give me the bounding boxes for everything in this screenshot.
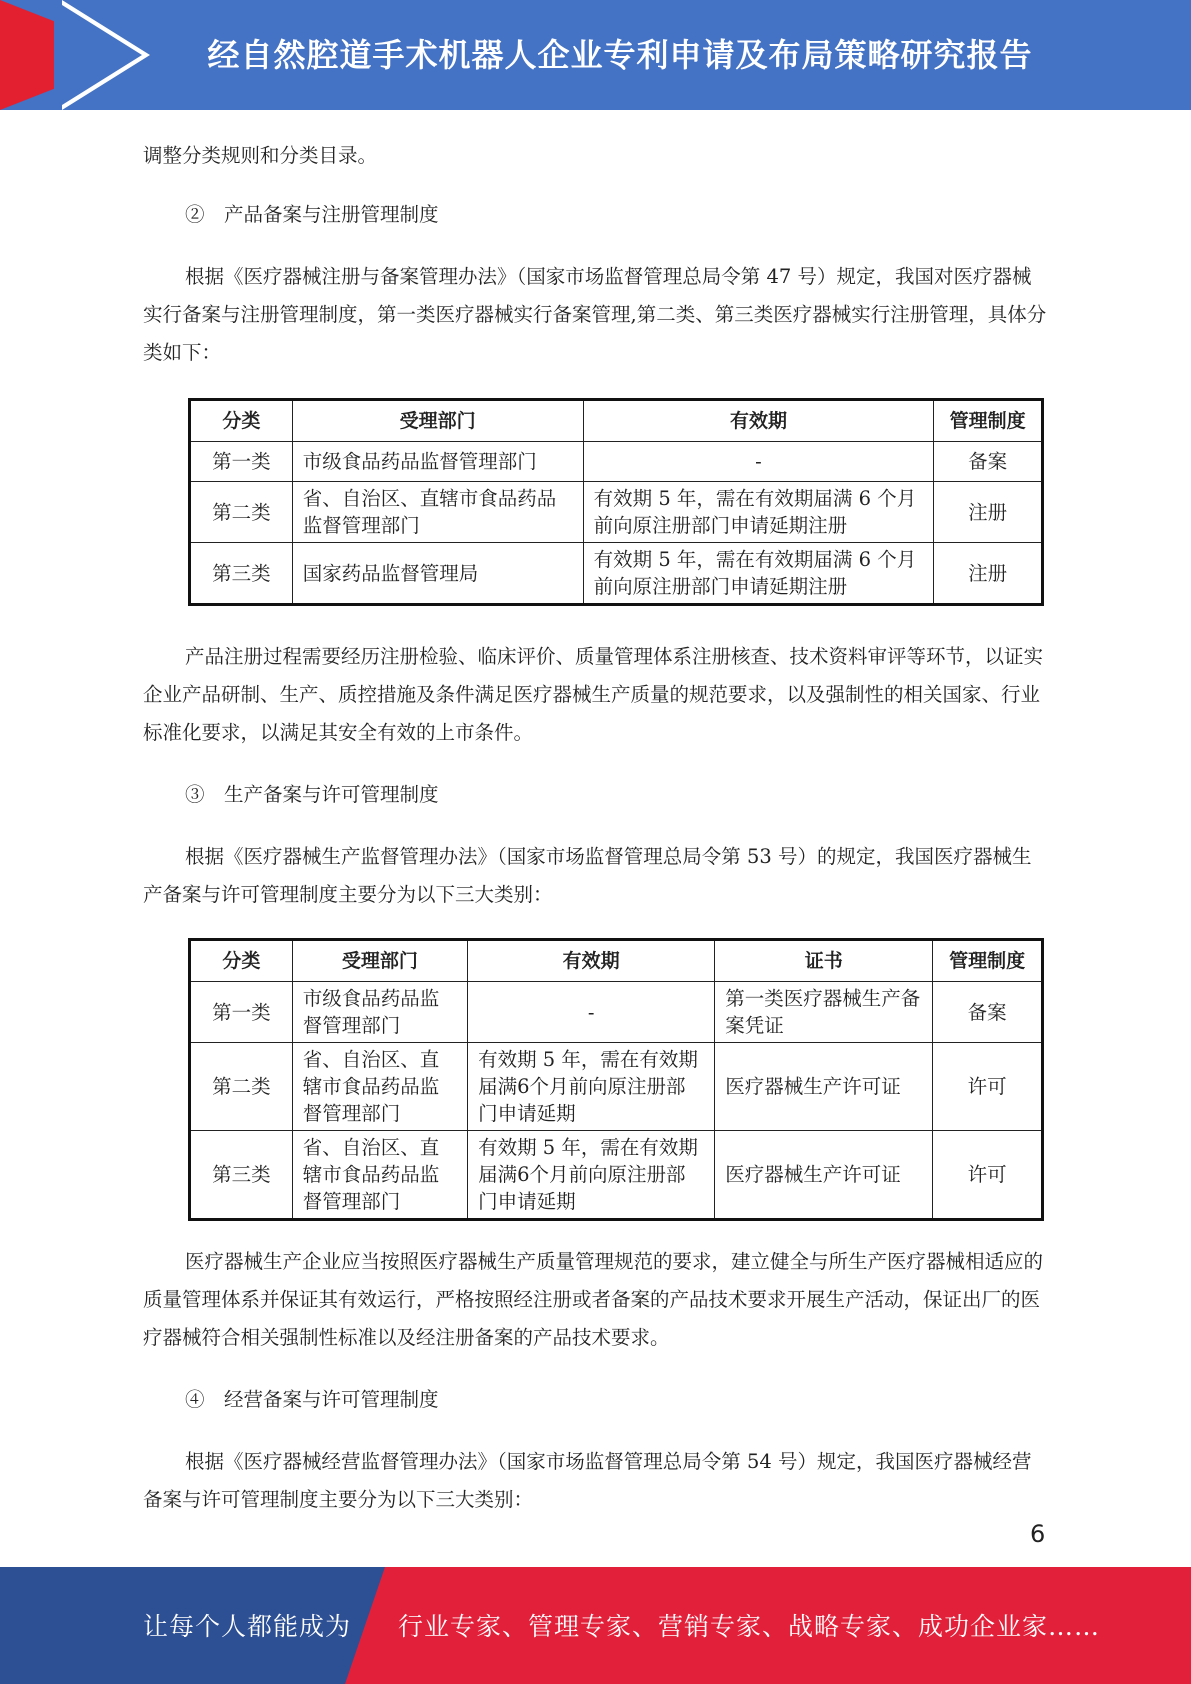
table-cell: 第一类 (190, 442, 293, 482)
paragraph-continuation: 调整分类规则和分类目录。 (143, 144, 378, 167)
table-cell: 注册 (934, 543, 1043, 605)
table-cell: 第二类 (190, 482, 293, 543)
table-cell: - (583, 442, 934, 482)
body-section-9 (143, 1443, 1048, 1519)
table-cell: 医疗器械生产许可证 (715, 1043, 933, 1131)
body-section-6 (143, 838, 1048, 914)
table-header-cell: 有效期 (468, 940, 715, 982)
paragraph-business-rule: 根据《医疗器械经营监督管理办法》（国家市场监督管理总局令第 54 号）规定，我国医疗器械经营备案与许可管理制度主要分为以下三大类别： (143, 1450, 1032, 1511)
paragraph-production-rule: 根据《医疗器械生产监督管理办法》（国家市场监督管理总局令第 53 号）的规定，我国医疗器械生产备案与许可管理制度主要分为以下三大类别： (143, 845, 1032, 906)
table-cell: 有效期 5 年，需在有效期届满6个月前向原注册部门申请延期 (468, 1131, 715, 1220)
table-cell: 第一类医疗器械生产备案凭证 (715, 982, 933, 1043)
table-header-row (190, 400, 1043, 442)
table-row (190, 543, 1043, 605)
header-banner (0, 0, 1191, 110)
table-header-cell: 分类 (190, 400, 293, 442)
table-cell: 第三类 (190, 543, 293, 605)
section-heading-business-license: ④ 经营备案与许可管理制度 (185, 1388, 439, 1411)
table-cell: - (468, 982, 715, 1043)
table-cell: 有效期 5 年，需在有效期届满6个月前向原注册部门申请延期 (468, 1043, 715, 1131)
table-header-cell: 分类 (190, 940, 293, 982)
table-header-row (190, 940, 1043, 982)
table-row (190, 1131, 1043, 1220)
paragraph-registration-rule: 根据《医疗器械注册与备案管理办法》（国家市场监督管理总局令第 47 号）规定，我国对医疗器械实行备案与注册管理制度，第一类医疗器械实行备案管理,第二类、第三类医疗器械实行注册管理，具体分类如下： (143, 265, 1047, 364)
table-header-cell: 有效期 (583, 400, 934, 442)
body-section-7 (143, 1243, 1048, 1357)
table-cell: 市级食品药品监督管理部门 (292, 982, 467, 1043)
table-cell: 省、自治区、直辖市食品药品监督管理部门 (292, 1043, 467, 1131)
body-section-2 (143, 196, 1048, 234)
table-header-cell: 受理部门 (292, 400, 583, 442)
body-section-1 (143, 137, 1048, 175)
table-row (190, 982, 1043, 1043)
table-cell: 第一类 (190, 982, 293, 1043)
section-heading-product-registration: ② 产品备案与注册管理制度 (185, 203, 439, 226)
footer-slogan-right: 行业专家、管理专家、营销专家、战略专家、成功企业家…… (398, 1612, 1101, 1641)
body-section-5 (143, 776, 1048, 814)
table-header-cell: 管理制度 (933, 940, 1043, 982)
table-cell: 第三类 (190, 1131, 293, 1220)
table-cell: 医疗器械生产许可证 (715, 1131, 933, 1220)
table-cell: 许可 (933, 1131, 1043, 1220)
body-section-3 (143, 258, 1048, 372)
table-row (190, 442, 1043, 482)
table-header-cell: 证书 (715, 940, 933, 982)
body-section-8 (143, 1381, 1048, 1419)
table-cell: 市级食品药品监督管理部门 (292, 442, 583, 482)
page-number: 6 (1030, 1520, 1046, 1548)
registration-table (188, 398, 1044, 606)
table-cell: 国家药品监督管理局 (292, 543, 583, 605)
report-title: 经自然腔道手术机器人企业专利申请及布局策略研究报告 (207, 36, 1033, 74)
body-section-4 (143, 638, 1048, 752)
table-header-cell: 管理制度 (934, 400, 1043, 442)
table-cell: 注册 (934, 482, 1043, 543)
table-header-cell: 受理部门 (292, 940, 467, 982)
table-cell: 许可 (933, 1043, 1043, 1131)
table-cell: 有效期 5 年，需在有效期届满 6 个月前向原注册部门申请延期注册 (583, 482, 934, 543)
footer-banner (0, 1567, 1191, 1684)
paragraph-registration-process: 产品注册过程需要经历注册检验、临床评价、质量管理体系注册核查、技术资料审评等环节，以证实企业产品研制、生产、质控措施及条件满足医疗器械生产质量的规范要求，以及强制性的相关国家、行业标准化要求，以满足其安全有效的上市条件。 (143, 645, 1044, 744)
table-row (190, 482, 1043, 543)
table-cell: 省、自治区、直辖市食品药品监督管理部门 (292, 482, 583, 543)
table-cell: 省、自治区、直辖市食品药品监督管理部门 (292, 1131, 467, 1220)
table-cell: 第二类 (190, 1043, 293, 1131)
paragraph-production-requirements: 医疗器械生产企业应当按照医疗器械生产质量管理规范的要求，建立健全与所生产医疗器械相适应的质量管理体系并保证其有效运行，严格按照经注册或者备案的产品技术要求开展生产活动，保证出厂的医疗器械符合相关强制性标准以及经注册备案的产品技术要求。 (143, 1250, 1044, 1349)
table-row (190, 1043, 1043, 1131)
header-blue-chevron (54, 0, 142, 110)
table-cell: 有效期 5 年，需在有效期届满 6 个月前向原注册部门申请延期注册 (583, 543, 934, 605)
footer-slogan-left: 让每个人都能成为 (143, 1612, 352, 1641)
table-cell: 备案 (933, 982, 1043, 1043)
table-cell: 备案 (934, 442, 1043, 482)
section-heading-production-license: ③ 生产备案与许可管理制度 (185, 783, 439, 806)
production-license-table (188, 938, 1044, 1221)
